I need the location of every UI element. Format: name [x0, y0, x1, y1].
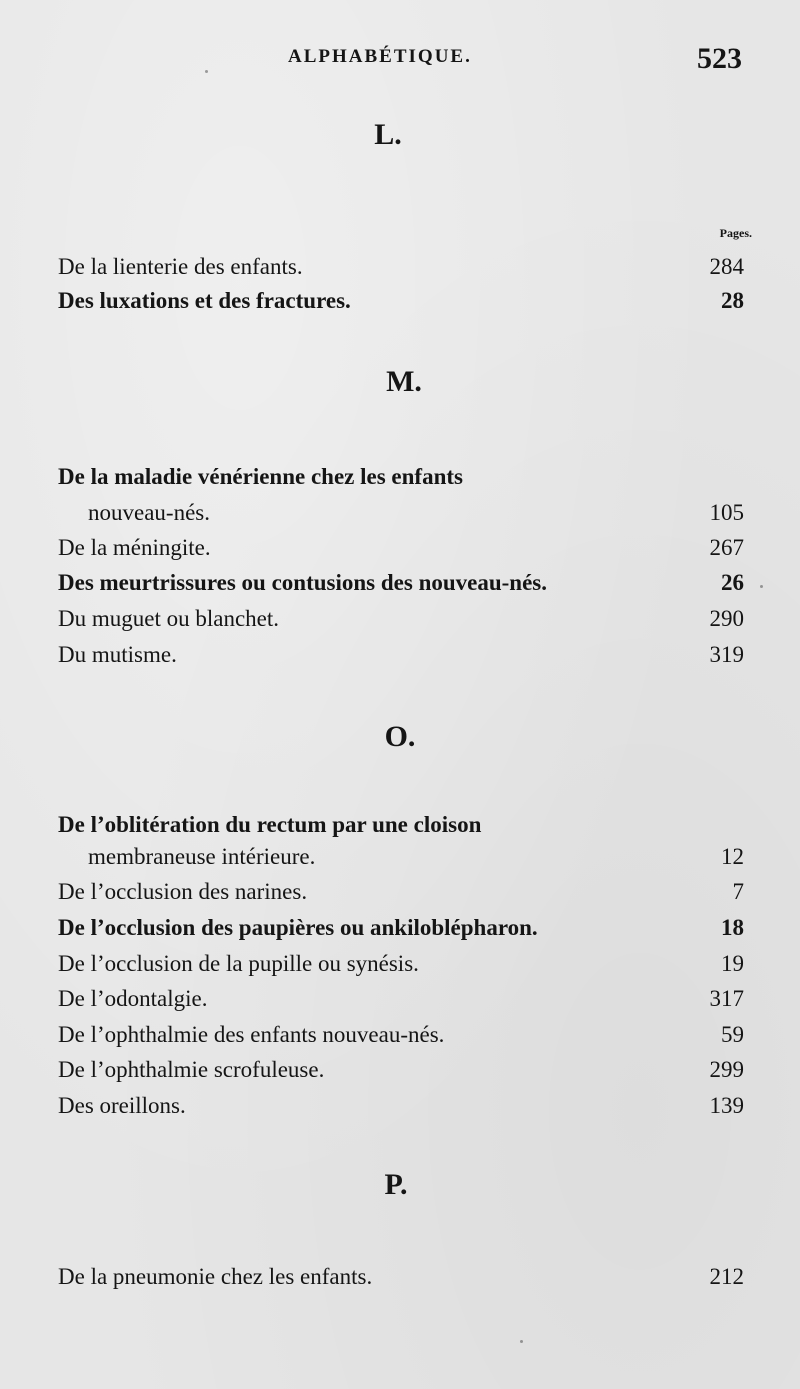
entry-page: 212 — [709, 1264, 744, 1289]
entry-title: De la maladie vénérienne chez les enfants — [58, 464, 463, 489]
entry-title: Du mutisme. — [58, 642, 177, 667]
entry-title: De l’occlusion des paupières ou ankiloblépharon. — [58, 915, 538, 940]
entry-title-continuation: nouveau-nés. — [88, 500, 210, 525]
entry-title: Du muguet ou blanchet. — [58, 606, 280, 631]
entry-title: De l’ophthalmie scrofuleuse. — [58, 1057, 325, 1082]
entry-page: 299 — [709, 1057, 744, 1082]
entry-title: De l’occlusion des narines. — [58, 879, 308, 904]
entry-page: 28 — [721, 288, 744, 313]
entry-title: De la lienterie des enfants. — [58, 254, 303, 279]
entry-page: 267 — [709, 535, 744, 560]
entry-title-continuation: membraneuse intérieure. — [88, 844, 316, 869]
pages-column-label: Pages. — [719, 226, 752, 240]
entry-page: 139 — [709, 1093, 744, 1118]
index-entry — [58, 531, 744, 565]
entry-page: 19 — [721, 951, 744, 976]
index-entry — [58, 284, 744, 318]
index-entry — [58, 602, 744, 636]
entry-page: 59 — [721, 1022, 744, 1047]
index-entry — [58, 1260, 744, 1294]
index-entry-continuation — [58, 496, 744, 530]
entry-title: Des meurtrissures ou contusions des nouveau-nés. — [58, 570, 548, 595]
page-number: 523 — [697, 42, 742, 75]
section-letter-o: O. — [384, 720, 416, 753]
entry-page: 105 — [709, 500, 744, 525]
entry-title: De la pneumonie chez les enfants. — [58, 1264, 373, 1289]
index-entry — [58, 947, 744, 981]
entry-page: 284 — [709, 254, 744, 279]
index-entry — [58, 1089, 744, 1123]
entry-page: 290 — [709, 606, 744, 631]
entry-page: 317 — [709, 986, 744, 1011]
entry-title: Des luxations et des fractures. — [58, 288, 351, 313]
section-letter-m: M. — [386, 365, 422, 398]
entry-page: 319 — [709, 642, 744, 667]
index-entry — [58, 638, 744, 672]
entry-title: De l’odontalgie. — [58, 986, 208, 1011]
entry-page: 18 — [721, 915, 744, 940]
index-entry — [58, 808, 744, 842]
entry-page: 7 — [732, 879, 744, 904]
running-head: ALPHABÉTIQUE. — [288, 46, 472, 67]
index-entry — [58, 911, 744, 945]
index-entry — [58, 875, 744, 909]
index-entry — [58, 1018, 744, 1052]
index-entry — [58, 1053, 744, 1087]
paper-speck — [760, 585, 763, 588]
section-letter-p: P. — [384, 1168, 408, 1201]
section-letter-l: L. — [374, 118, 402, 151]
index-entry-continuation — [58, 840, 744, 874]
entry-page: 26 — [721, 570, 744, 595]
index-entry — [58, 250, 744, 284]
entry-title: De l’oblitération du rectum par une cloison — [58, 812, 482, 837]
paper-speck — [205, 70, 208, 73]
index-entry — [58, 566, 744, 600]
entry-title: De l’ophthalmie des enfants nouveau-nés. — [58, 1022, 445, 1047]
entry-title: De la méningite. — [58, 535, 211, 560]
entry-title: Des oreillons. — [58, 1093, 186, 1118]
entry-page: 12 — [721, 844, 744, 869]
index-entry — [58, 982, 744, 1016]
paper-speck — [520, 1340, 523, 1343]
index-entry — [58, 460, 744, 494]
entry-title: De l’occlusion de la pupille ou synésis. — [58, 951, 419, 976]
